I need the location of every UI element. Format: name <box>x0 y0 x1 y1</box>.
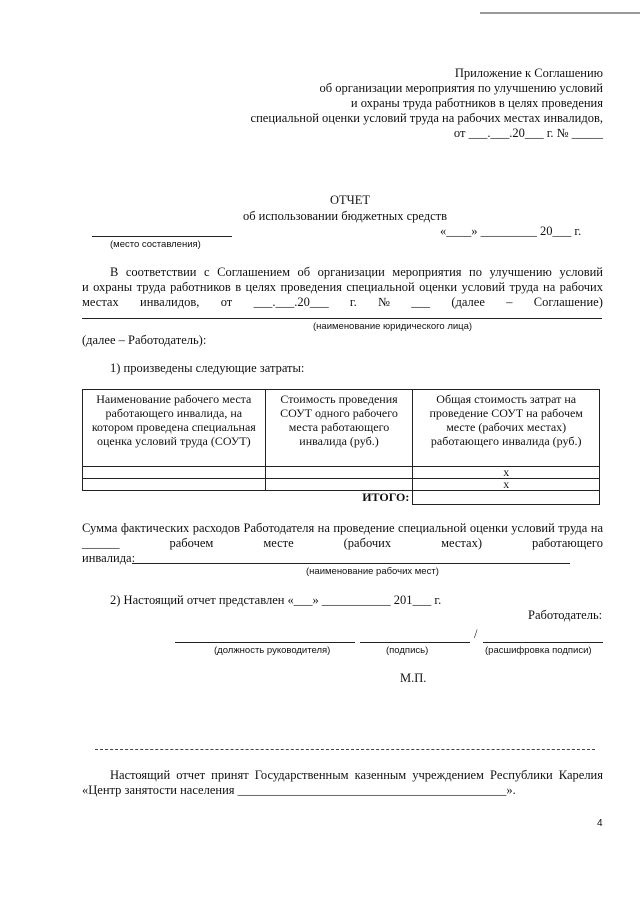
report-subtitle: об использовании бюджетных средств <box>242 209 448 223</box>
place-field-line <box>92 236 232 237</box>
table-cell <box>265 479 413 491</box>
signature-caption: (подпись) <box>386 645 429 656</box>
appendix-line-3: и охраны труда работников в целях проведения <box>350 96 603 110</box>
header-workplace: Наименование рабочего места работающего инвалида, на котором проведена специальная оценка условий труда (СОУТ) <box>83 390 266 467</box>
table-row <box>83 467 600 479</box>
intro-word: – <box>506 295 513 309</box>
acceptance-line-2: «Центр занятости населения ___________________________________________». <box>82 783 516 797</box>
report-title: ОТЧЕТ <box>329 193 371 207</box>
actual-expenses-line-2 <box>82 536 603 551</box>
section-2-label: 2) Настоящий отчет представлен «___» ___________ 201___ г. <box>110 593 442 607</box>
actual-expenses-line-1: Сумма фактических расходов Работодателя на проведение специальной оценки условий труда на <box>82 521 603 535</box>
stamp-placeholder: М.П. <box>400 671 427 685</box>
table-cell: х <box>413 479 600 491</box>
intro-line-3 <box>82 295 603 310</box>
intro-word: Соглашение) <box>533 295 603 309</box>
total-value <box>413 491 600 505</box>
intro-word: от <box>220 295 233 309</box>
intro-word: г. <box>349 295 357 309</box>
dashed-separator <box>95 749 595 750</box>
workplaces-field-line <box>132 563 570 564</box>
table-cell <box>83 479 266 491</box>
table-row <box>83 479 600 491</box>
scan-edge-mark <box>480 12 640 14</box>
intro-word: № <box>378 295 390 309</box>
table-header-row <box>83 390 600 467</box>
table-total-row <box>83 491 600 505</box>
table-cell: х <box>413 467 600 479</box>
position-field-line <box>175 642 355 643</box>
legal-entity-caption: (наименование юридического лица) <box>313 321 473 332</box>
intro-word: (далее <box>451 295 485 309</box>
intro-line-1: В соответствии с Соглашением об организации мероприятия по улучшению условий <box>110 265 603 279</box>
intro-line-2: и охраны труда работников в целях проведения специальной оценки условий труда на рабочих <box>82 280 603 294</box>
table-cell <box>83 467 266 479</box>
intro-word: ___ <box>411 295 431 309</box>
header-total-cost: Общая стоимость затрат на проведение СОУТ на рабочем месте (рабочих местах) работающего инвалида (руб.) <box>413 390 600 467</box>
employer-reference: (далее – Работодатель): <box>82 333 207 347</box>
position-caption: (должность руководителя) <box>214 645 331 656</box>
decoding-field-line <box>483 642 603 643</box>
appendix-line-5: от ___.___.20___ г. № _____ <box>453 126 603 140</box>
appendix-line-1: Приложение к Соглашению <box>454 66 603 80</box>
signature-field-line <box>360 642 470 643</box>
table-cell <box>265 467 413 479</box>
decoding-caption: (расшифровка подписи) <box>485 645 592 656</box>
legal-entity-field-line <box>82 318 602 319</box>
appendix-line-2: об организации мероприятия по улучшению условий <box>319 81 603 95</box>
actual-word: месте <box>263 536 294 550</box>
actual-word: ______ <box>82 536 120 550</box>
place-caption: (место составления) <box>110 239 201 250</box>
cost-table <box>82 389 600 505</box>
intro-word: инвалидов, <box>140 295 200 309</box>
actual-expenses-line-3: инвалида: <box>82 551 136 565</box>
appendix-line-4: специальной оценки условий труда на рабочих местах инвалидов, <box>250 111 603 125</box>
actual-word: работающего <box>532 536 603 550</box>
actual-word: (рабочих <box>343 536 392 550</box>
signature-slash: / <box>474 627 478 641</box>
workplaces-caption: (наименование рабочих мест) <box>306 566 439 577</box>
header-unit-cost: Стоимость проведения СОУТ одного рабочего места работающего инвалида (руб.) <box>265 390 413 467</box>
intro-word: местах <box>82 295 119 309</box>
report-date-field: «____» _________ 20___ г. <box>440 224 582 238</box>
intro-word: ___.___.20___ <box>253 295 329 309</box>
employer-label: Работодатель: <box>528 608 603 622</box>
section-1-label: 1) произведены следующие затраты: <box>110 361 305 375</box>
page-number: 4 <box>597 818 603 829</box>
actual-word: местах) <box>441 536 483 550</box>
actual-word: рабочем <box>169 536 214 550</box>
acceptance-line-1: Настоящий отчет принят Государственным казенным учреждением Республики Карелия <box>110 768 603 782</box>
total-label: ИТОГО: <box>83 491 413 505</box>
